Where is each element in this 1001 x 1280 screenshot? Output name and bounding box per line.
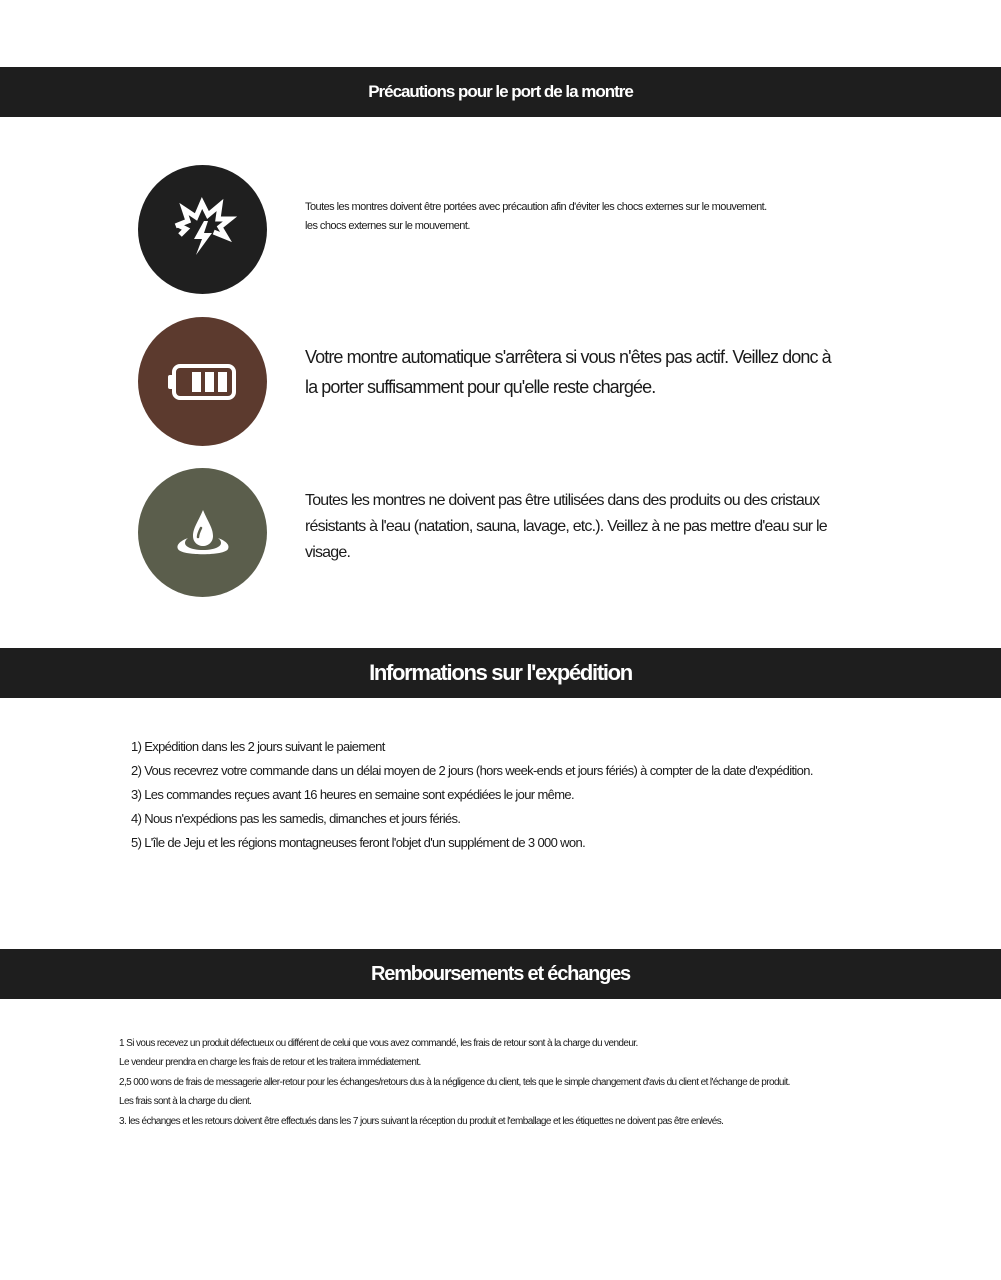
refunds-info-list <box>119 1034 959 1131</box>
precaution-water-line-2: résistants à l'eau (natation, sauna, lavage, etc.). Veillez à ne pas mettre d'eau sur le <box>305 518 827 535</box>
refund-item: 3. les échanges et les retours doivent être effectués dans les 7 jours suivant la réception du produit et l'emballage et les étiquettes ne doivent pas être enlevés. <box>119 1115 724 1127</box>
battery-icon-circle <box>138 317 267 446</box>
shipping-item: 3) Les commandes reçues avant 16 heures en semaine sont expédiées le jour même. <box>131 787 574 802</box>
precaution-shock-line-2: les chocs externes sur le mouvement. <box>305 220 470 232</box>
refunds-header <box>0 949 1001 999</box>
refund-item: 1 Si vous recevez un produit défectueux ou différent de celui que vous avez commandé, les frais de retour sont à la charge du vendeur. <box>119 1038 638 1049</box>
refunds-title: Remboursements et échanges <box>371 962 630 985</box>
battery-icon <box>168 362 238 402</box>
precaution-water-text <box>305 488 865 566</box>
refund-item: 2,5 000 wons de frais de messagerie aller-retour pour les échanges/retours dus à la négligence du client, tels que le simple changement d'avis du client et l'échange de produit. <box>119 1076 790 1088</box>
shock-icon <box>168 195 238 265</box>
precaution-battery-text <box>305 342 875 402</box>
precaution-shock-line-1: Toutes les montres doivent être portées avec précaution afin d'éviter les chocs externes sur le mouvement. <box>305 201 767 213</box>
precautions-title: Précautions pour le port de la montre <box>368 82 633 101</box>
precautions-header <box>0 67 1001 117</box>
shock-icon-circle <box>138 165 267 294</box>
shipping-title: Informations sur l'expédition <box>369 660 632 685</box>
precaution-battery-line-1: Votre montre automatique s'arrêtera si vous n'êtes pas actif. Veillez donc à <box>305 347 831 367</box>
refund-item: Les frais sont à la charge du client. <box>119 1096 252 1108</box>
water-drop-icon-circle <box>138 468 267 597</box>
water-drop-icon <box>168 498 238 568</box>
precaution-water-line-3: visage. <box>305 544 351 561</box>
refund-item: Le vendeur prendra en charge les frais de retour et les traitera immédiatement. <box>119 1057 421 1069</box>
shipping-header <box>0 648 1001 698</box>
shipping-info-list <box>131 735 931 855</box>
shipping-item: 2) Vous recevrez votre commande dans un délai moyen de 2 jours (hors week-ends et jours fériés) à compter de la date d'expédition. <box>131 763 813 778</box>
shipping-item: 4) Nous n'expédions pas les samedis, dimanches et jours fériés. <box>131 811 461 826</box>
precaution-water-line-1: Toutes les montres ne doivent pas être utilisées dans des produits ou des cristaux <box>305 492 820 509</box>
precaution-battery-line-2: la porter suffisamment pour qu'elle reste chargée. <box>305 377 656 397</box>
shipping-item: 5) L'île de Jeju et les régions montagneuses feront l'objet d'un supplément de 3 000 won. <box>131 835 586 850</box>
shipping-item: 1) Expédition dans les 2 jours suivant le paiement <box>131 739 385 754</box>
precaution-shock-text <box>305 198 865 236</box>
